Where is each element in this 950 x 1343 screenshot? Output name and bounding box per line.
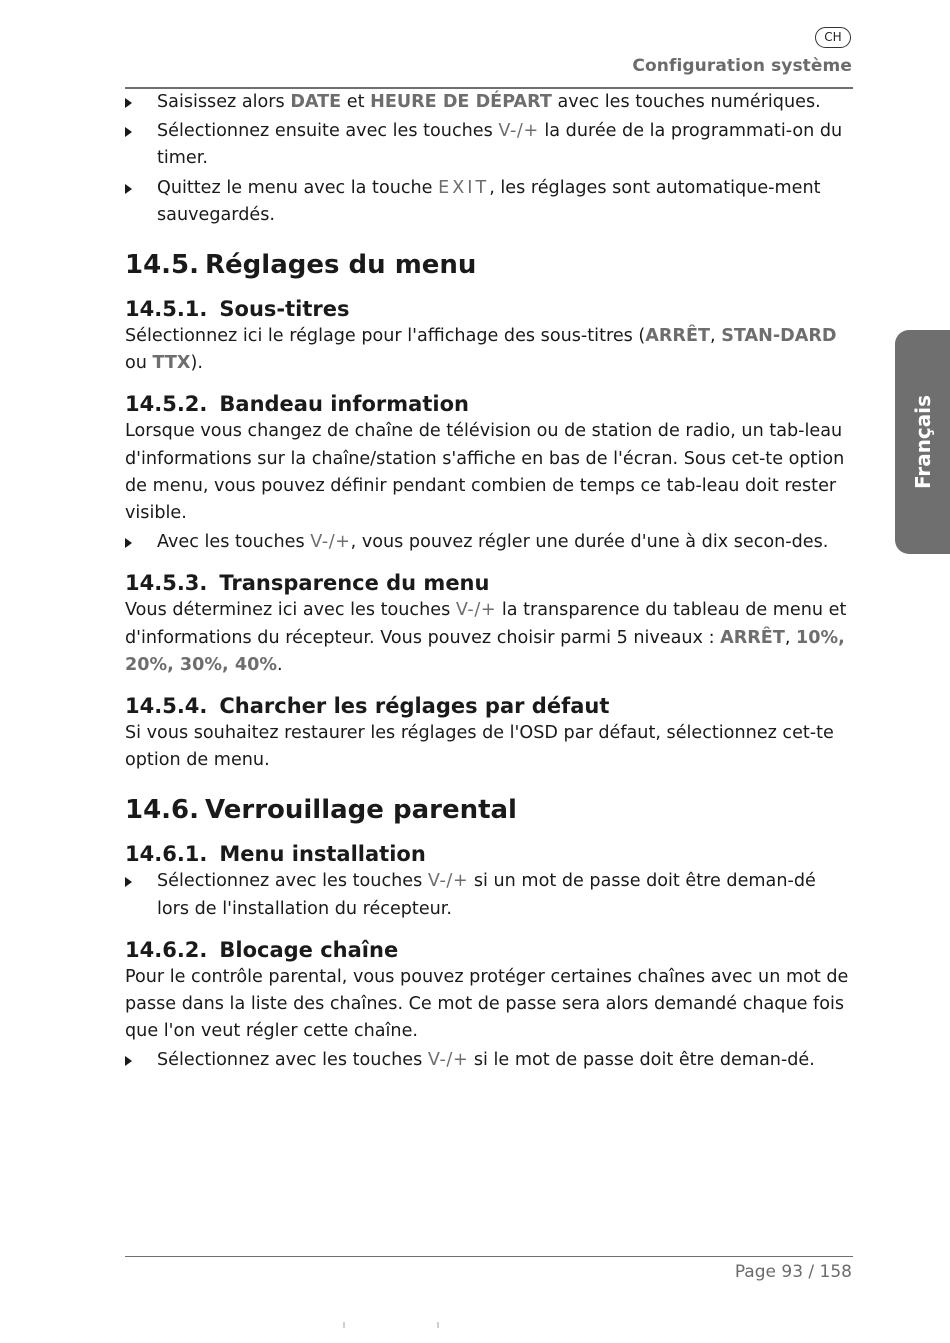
bullet-arrow-icon: [125, 1056, 132, 1066]
bullet-item: Sélectionnez avec les touches V-/+ si un mot de passe doit être deman-dé lors de l'installation du récepteur.: [125, 868, 853, 922]
key-label: V-/+: [455, 600, 497, 621]
key-label: V-/+: [427, 1050, 469, 1071]
bullet-item: Sélectionnez avec les touches V-/+ si le mot de passe doit être deman-dé.: [125, 1047, 853, 1074]
paragraph: Sélectionnez ici le réglage pour l'affichage des sous-titres (ARRÊT, STAN-DARD ou TTX).: [125, 326, 837, 374]
subsection-heading: 14.6.1. Menu installation: [125, 842, 426, 867]
paragraph: Lorsque vous changez de chaîne de télévision ou de station de radio, un tab-leau d'informations sur la chaîne/station s'affiche en bas de l'écran. Sous cet-te option de menu, vous pouvez définir pendant combien de temps ce tab-leau doit rester visible.: [125, 421, 845, 524]
subsection-heading: 14.5.1. Sous-titres: [125, 297, 350, 322]
bullet-arrow-icon: [125, 98, 132, 108]
keyword: ARRÊT: [645, 326, 710, 347]
keyword: HEURE DE DÉPART: [370, 92, 552, 112]
section-heading: 14.6. Verrouillage parental: [125, 795, 517, 826]
bullet-arrow-icon: [125, 127, 132, 137]
bullet-arrow-icon: [125, 184, 132, 194]
bullet-arrow-icon: [125, 538, 132, 548]
key-label: V-/+: [427, 871, 469, 892]
bullet-item: Sélectionnez ensuite avec les touches V-/+ la durée de la programmati-on du timer.: [125, 118, 853, 172]
language-tab-label: Français: [910, 394, 935, 490]
paragraph: Si vous souhaitez restaurer les réglages de l'OSD par défaut, sélectionnez cet-te option de menu.: [125, 723, 834, 771]
keyword: 10%, 20%, 30%, 40%: [125, 627, 845, 675]
country-badge: CH: [815, 27, 851, 48]
footer-rule: [125, 1256, 853, 1257]
section-header: Configuration système: [632, 56, 852, 76]
bullet-item: Avec les touches V-/+, vous pouvez régler une durée d'une à dix secon-des.: [125, 529, 853, 556]
keyword: TTX: [152, 353, 191, 374]
bullet-item: Quittez le menu avec la touche EXIT, les réglages sont automatique-ment sauvegardés.: [125, 175, 853, 229]
paragraph: Pour le contrôle parental, vous pouvez protéger certaines chaînes avec un mot de passe dans la liste des chaînes. Ce mot de passe sera alors demandé chaque fois que l'on veut régler cette chaîne.: [125, 966, 849, 1042]
subsection-heading: 14.5.3. Transparence du menu: [125, 571, 490, 596]
language-tab: [895, 330, 950, 554]
print-marks: [343, 1322, 443, 1330]
bullet-item: Saisissez alors DATE et HEURE DE DÉPART avec les touches numériques.: [125, 89, 853, 116]
paragraph: Vous déterminez ici avec les touches V-/+ la transparence du tableau de menu et d'informations du récepteur. Vous pouvez choisir parmi 5 niveaux : ARRÊT, 10%, 20%, 30%, 40%.: [125, 600, 847, 675]
keyword: DATE: [290, 92, 342, 112]
keyword: ARRÊT: [720, 627, 785, 648]
page-content: [125, 89, 853, 1075]
subsection-heading: 14.5.4. Charcher les réglages par défaut: [125, 694, 610, 719]
key-label: EXIT: [438, 177, 490, 198]
section-heading: 14.5. Réglages du menu: [125, 250, 477, 281]
keyword: STAN-DARD: [721, 326, 837, 347]
bullet-arrow-icon: [125, 877, 132, 887]
key-label: V-/+: [310, 532, 351, 553]
key-label: V-/+: [498, 121, 539, 142]
page-number: Page 93 / 158: [734, 1262, 852, 1282]
subsection-heading: 14.6.2. Blocage chaîne: [125, 937, 399, 962]
subsection-heading: 14.5.2. Bandeau information: [125, 392, 469, 417]
